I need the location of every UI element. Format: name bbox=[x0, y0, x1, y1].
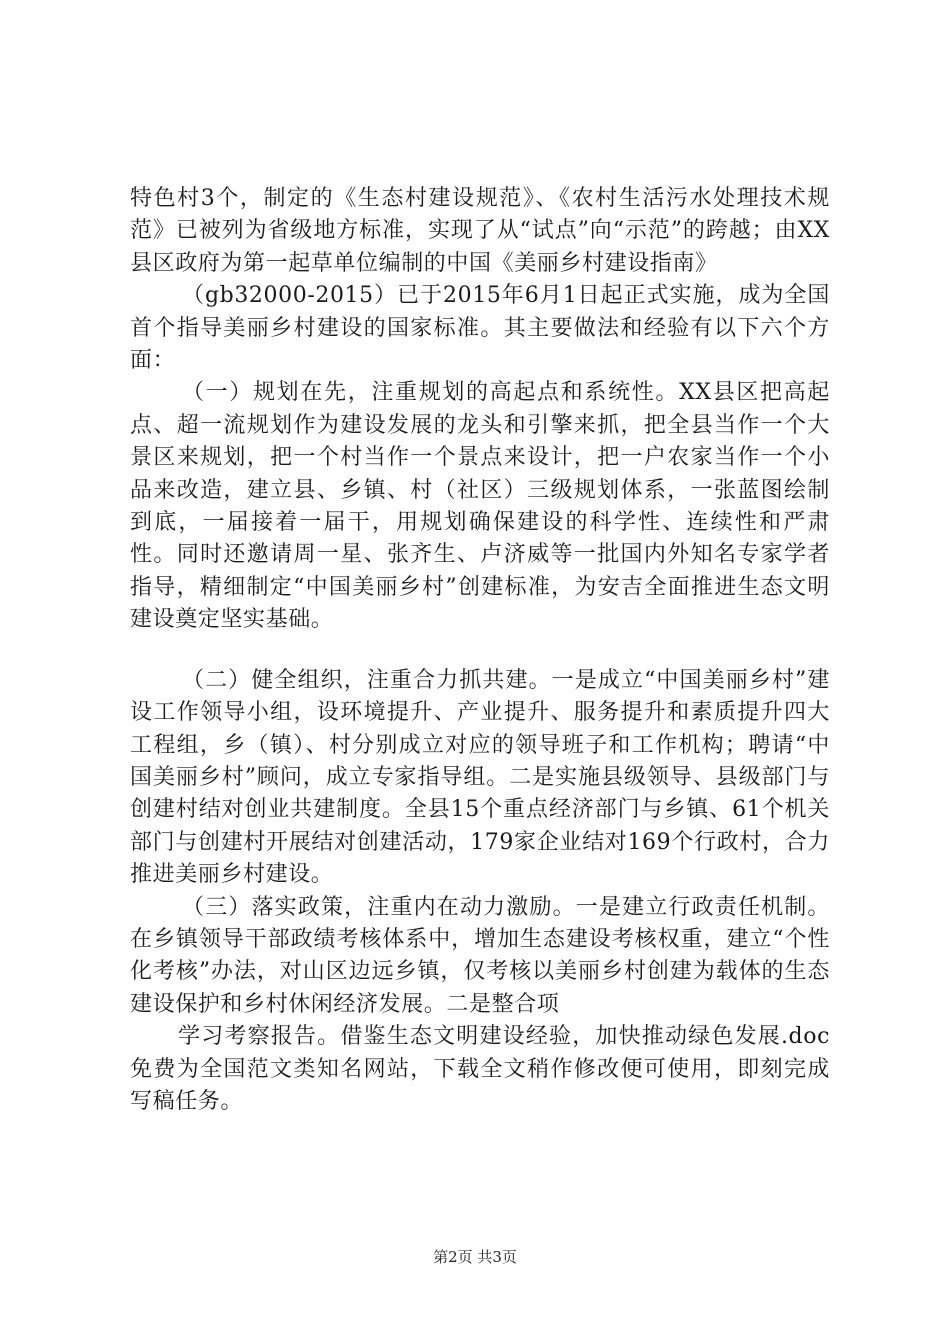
paragraph-section-two: （二）健全组织，注重合力抓共建。一是成立“中国美丽乡村”建设工作领导小组，设环境提升、产业提升、服务提升和素质提升四大工程组，乡（镇）、村分别成立对应的领导班子和工作机构；聘请“中国美丽乡村”顾问，成立专家指导组。二是实施县级领导、县级部门与创建村结对创业共建制度。全县15个重点经济部门与乡镇、61个机关部门与创建村开展结对创建活动，179家企业结对169个行政村，合力推进美丽乡村建设。 bbox=[130, 667, 830, 888]
paragraph-continuation: 特色村3个，制定的《生态村建设规范》、《农村生活污水处理技术规范》已被列为省级地方标准，实现了从“试点”向“示范”的跨越；由XX县区政府为第一起草单位编制的中国《美丽乡村建设指南》 bbox=[130, 186, 830, 276]
paragraph-gap bbox=[130, 637, 830, 665]
page-footer: 第2页 共3页 bbox=[433, 1248, 517, 1266]
paragraph-standard: （gb32000-2015）已于2015年6月1日起正式实施，成为全国首个指导美丽乡村建设的国家标准。其主要做法和经验有以下六个方面： bbox=[130, 283, 830, 374]
document-body bbox=[130, 183, 830, 1118]
paragraph-download-note: 学习考察报告。借鉴生态文明建设经验，加快推动绿色发展.doc免费为全国范文类知名网站，下载全文稍作修改便可使用，即刻完成写稿任务。 bbox=[130, 1024, 830, 1114]
paragraph-section-three: （三）落实政策，注重内在动力激励。一是建立行政责任机制。在乡镇领导干部政绩考核体系中，增加生态建设考核权重，建立“个性化考核”办法，对山区边远乡镇，仅考核以美丽乡村创建为载体的生态建设保护和乡村休闲经济发展。二是整合项 bbox=[130, 894, 830, 1017]
paragraph-section-one: （一）规划在先，注重规划的高起点和系统性。XX县区把高起点、超一流规划作为建设发展的龙头和引擎来抓，把全县当作一个大景区来规划，把一个村当作一个景点来设计，把一户农家当作一个小品来改造，建立县、乡镇、村（社区）三级规划体系，一张蓝图绘制到底，一届接着一届干，用规划确保建设的科学性、连续性和严肃性。同时还邀请周一星、张齐生、卢济威等一批国内外知名专家学者指导，精细制定“中国美丽乡村”创建标准，为安吉全面推进生态文明建设奠定坚实基础。 bbox=[130, 380, 830, 633]
